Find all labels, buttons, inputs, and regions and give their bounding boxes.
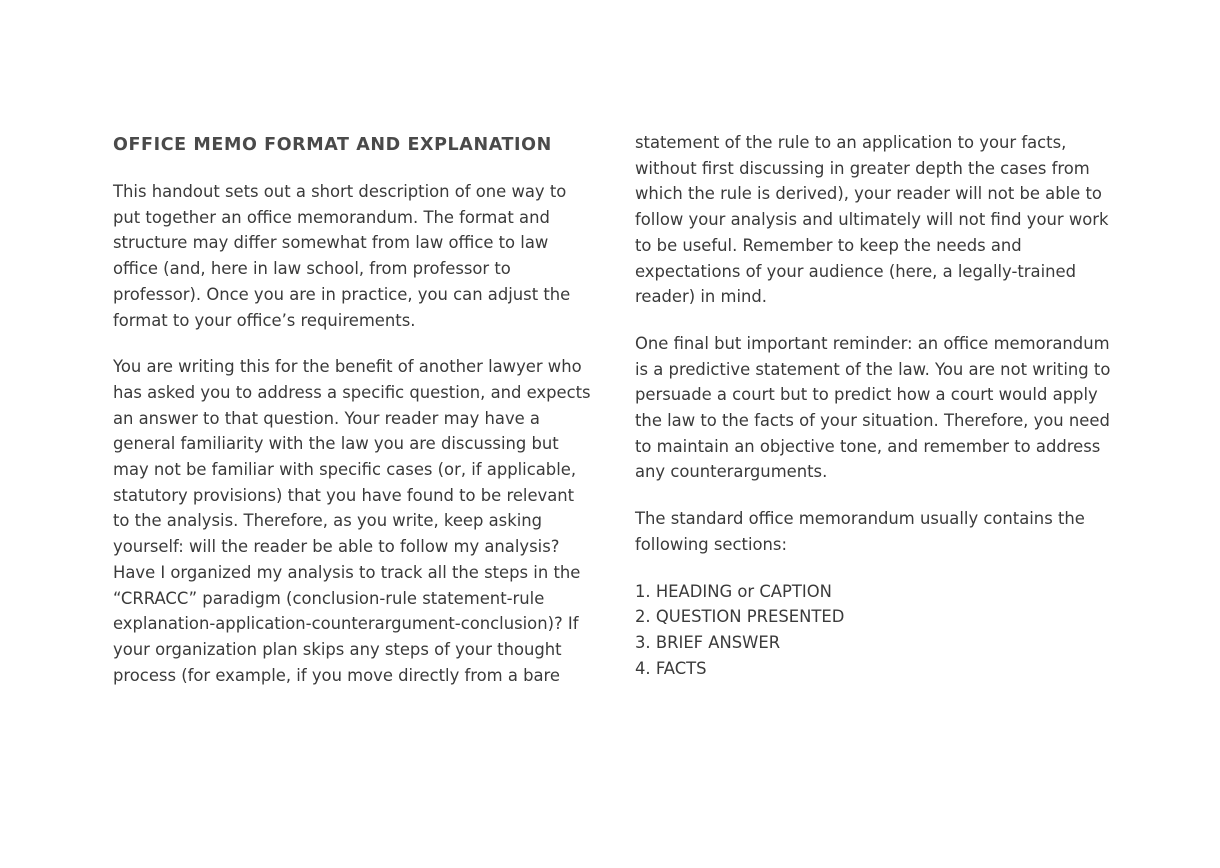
section-item-brief-answer: 3. BRIEF ANSWER <box>635 632 781 652</box>
audience-paragraph: You are writing this for the benefit of another lawyer who has asked you to address a specific question, and expects an answer to that question. Your reader may have a general familiarity with the law you are discussing but may not be familiar with specific cases (or, if applicable, statutory provisions) that you have found to be relevant to the analysis. Therefore, as you write, keep asking yourself: will the reader be able to follow my analysis? Have I organized my analysis to track all the steps in the “CRRACC” paradigm (conclusion-rule statement-rule explanation-application-counterargument-conclusion)? If your organization plan skips any steps of your thought process (for example, if you move directly from a bare <box>113 357 591 685</box>
left-column <box>113 130 593 709</box>
document-title: OFFICE MEMO FORMAT AND EXPLANATION <box>113 135 552 155</box>
right-column <box>635 130 1115 681</box>
section-item-facts: 4. FACTS <box>635 658 707 678</box>
sections-intro-paragraph: The standard office memorandum usually contains the following sections: <box>635 509 1085 554</box>
section-item-heading: 1. HEADING or CAPTION <box>635 581 832 601</box>
reminder-paragraph: One final but important reminder: an office memorandum is a predictive statement of the law. You are not writing to persuade a court but to predict how a court would apply the law to the facts of your situation. Therefore, you need to maintain an objective tone, and remember to address any counterarguments. <box>635 333 1111 482</box>
continued-paragraph: statement of the rule to an application to your facts, without first discussing in greater depth the cases from which the rule is derived), your reader will not be able to follow your analysis and ultimately will not find your work to be useful. Remember to keep the needs and expectations of your audience (here, a legally-trained reader) in mind. <box>635 133 1109 307</box>
section-item-question: 2. QUESTION PRESENTED <box>635 607 845 627</box>
intro-paragraph: This handout sets out a short description of one way to put together an office memorandum. The format and structure may differ somewhat from law office to law office (and, here in law school, from professor to professor). Once you are in practice, you can adjust the format to your office’s requirements. <box>113 182 571 330</box>
sections-list <box>635 579 1115 682</box>
